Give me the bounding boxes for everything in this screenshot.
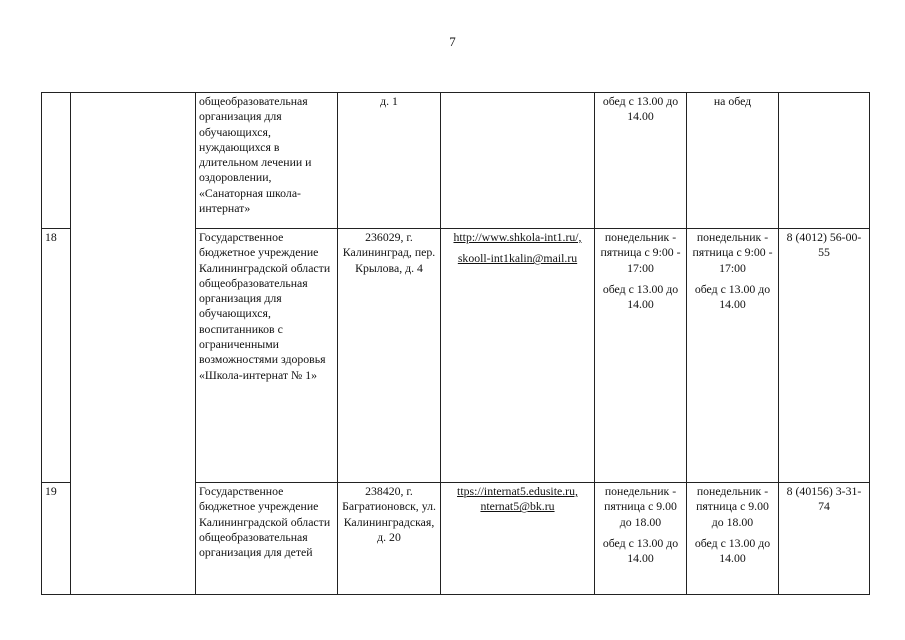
lunch-text: обед с 13.00 до 14.00 <box>602 281 679 312</box>
hours-text: понедельник - пятница с 9.00 до 18.00 <box>696 484 769 529</box>
blank-cell <box>71 93 196 595</box>
lunch-text: обед с 13.00 до 14.00 <box>694 281 771 312</box>
contact-cell <box>441 483 595 595</box>
institution-name: общеобразовательная организация для обучающихся, нуждающихся в длительном лечении и оздоровлении, «Санаторная школа-интернат» <box>196 93 338 229</box>
hours-cell <box>687 483 779 595</box>
table-row <box>42 93 870 229</box>
contact-cell <box>441 229 595 483</box>
hours-text: понедельник - пятница с 9:00 - 17:00 <box>600 230 681 275</box>
lunch-text: обед с 13.00 до 14.00 <box>602 535 679 566</box>
institutions-table <box>41 92 870 595</box>
row-number: 18 <box>42 229 71 483</box>
hours-cell <box>595 229 687 483</box>
hours-text: понедельник - пятница с 9.00 до 18.00 <box>604 484 677 529</box>
email-link[interactable]: nternat5@bk.ru <box>480 499 555 514</box>
phone-cell <box>779 93 870 229</box>
institution-name: Государственное бюджетное учреждение Калининградской области общеобразовательная организация для детей <box>196 483 338 595</box>
hours-cell <box>595 483 687 595</box>
institution-address: д. 1 <box>338 93 441 229</box>
website-link[interactable]: http://www.shkola-int1.ru/, <box>453 230 582 244</box>
contact-cell <box>441 93 595 229</box>
email-link[interactable]: skooll-int1kalin@mail.ru <box>457 251 578 266</box>
hours-cell <box>595 93 687 229</box>
phone-cell: 8 (4012) 56-00-55 <box>779 229 870 483</box>
row-number: 19 <box>42 483 71 595</box>
hours-text: обед с 13.00 до 14.00 <box>602 94 679 124</box>
lunch-text: обед с 13.00 до 14.00 <box>694 535 771 566</box>
row-number <box>42 93 71 229</box>
institution-address: 236029, г. Калининград, пер. Крылова, д. 4 <box>338 229 441 483</box>
page-number: 7 <box>449 34 456 49</box>
institution-address: 238420, г. Багратионовск, ул. Калининградская, д. 20 <box>338 483 441 595</box>
hours-text: понедельник - пятница с 9:00 - 17:00 <box>692 230 773 275</box>
hours-text: на обед <box>713 94 752 108</box>
hours-cell <box>687 229 779 483</box>
phone-cell: 8 (40156) 3-31-74 <box>779 483 870 595</box>
institution-name: Государственное бюджетное учреждение Калининградской области общеобразовательная организация для обучающихся, воспитанников с ограниченными возможностями здоровья «Школа-интернат № 1» <box>196 229 338 483</box>
website-link[interactable]: ttps://internat5.edusite.ru, <box>457 484 578 498</box>
hours-cell <box>687 93 779 229</box>
